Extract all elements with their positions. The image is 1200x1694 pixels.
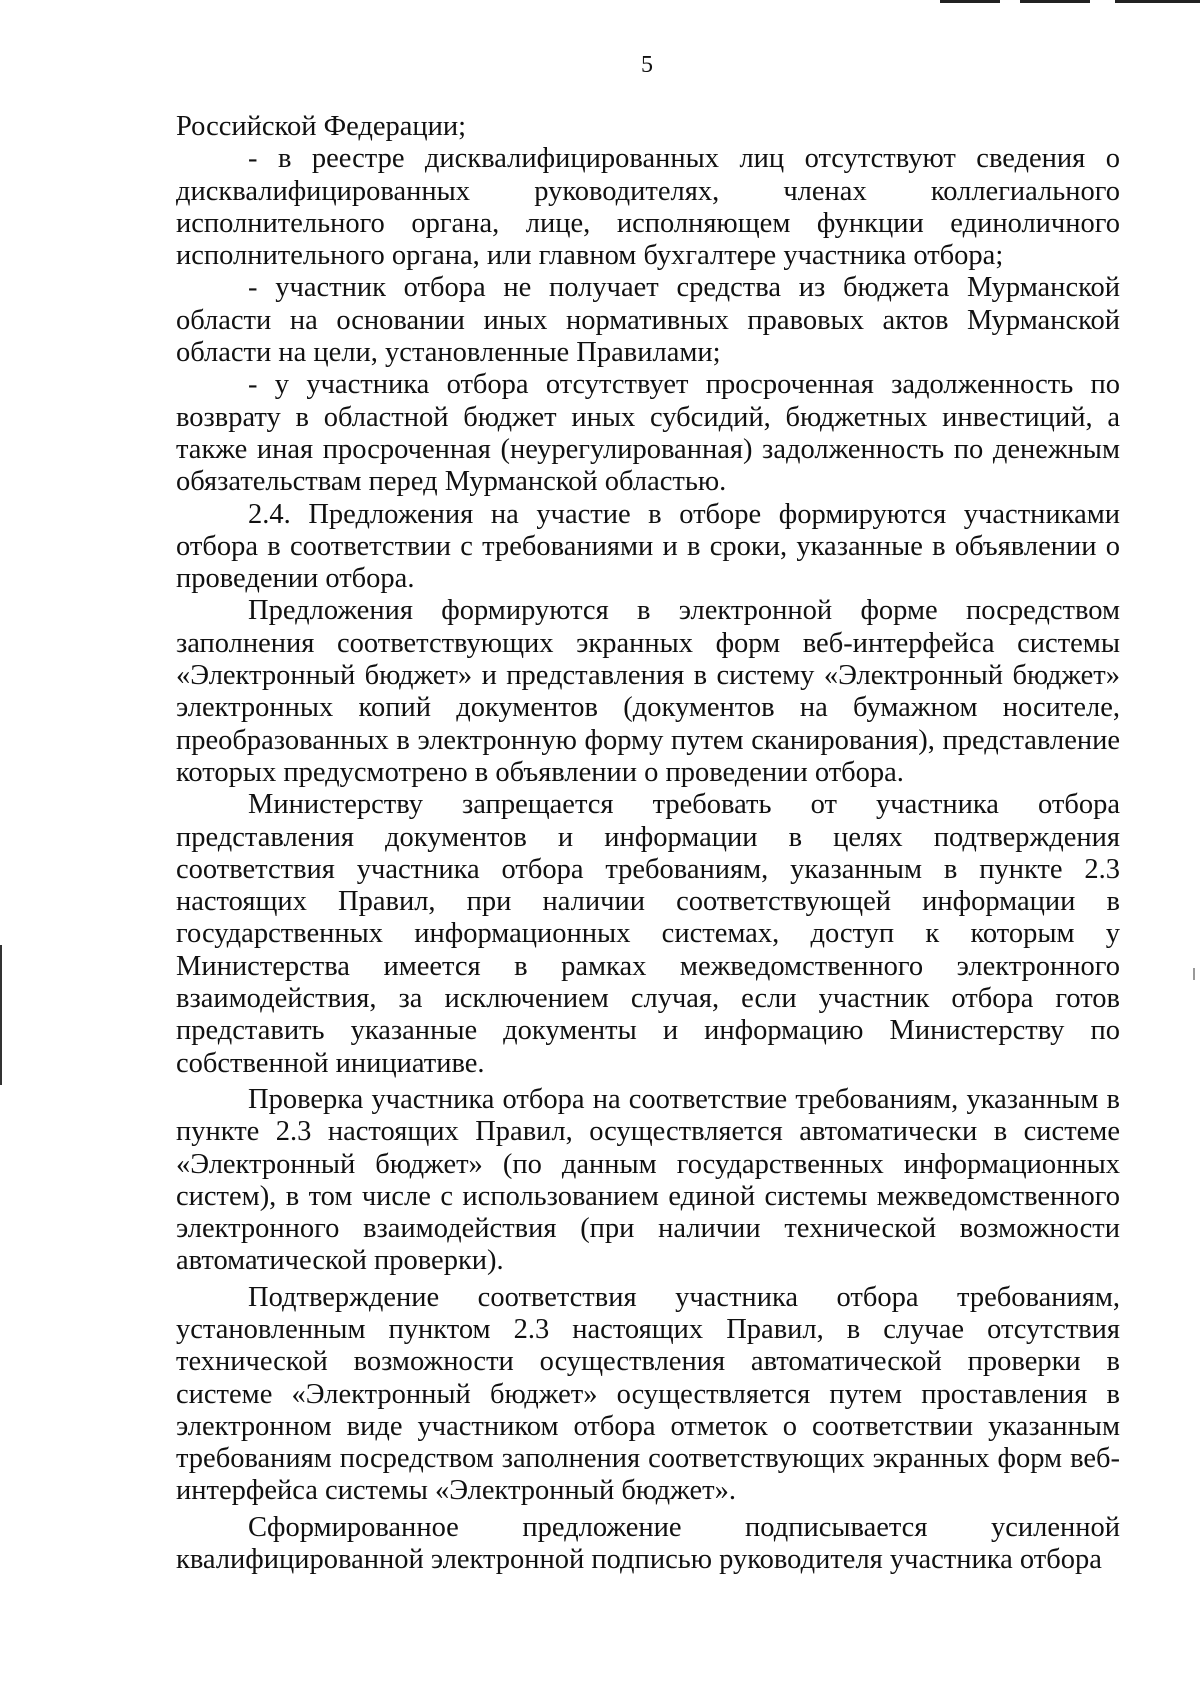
paragraph: - у участника отбора отсутствует просроченная задолженность по возврату в областной бюджет иных субсидий, бюджетных инвестиций, а также иная просроченная (неурегулированная) задолженность по денежным обязательствам перед Мурманской областью. xyxy=(176,369,1120,498)
scan-artifact-left xyxy=(0,945,2,1085)
paragraph: Проверка участника отбора на соответствие требованиям, указанным в пункте 2.3 настоящих Правил, осуществляется автоматически в системе «Электронный бюджет» (по данным государственных информационных систем), в том числе с использованием единой системы межведомственного электронного взаимодействия (при наличии технической возможности автоматической проверки). xyxy=(176,1083,1120,1277)
paragraph: Российской Федерации; xyxy=(176,111,467,142)
scan-artifact-top xyxy=(940,0,1200,4)
page-number: 5 xyxy=(641,52,653,78)
scan-artifact-right xyxy=(1193,968,1195,980)
document-body xyxy=(176,111,1120,1576)
paragraph: Министерству запрещается требовать от участника отбора представления документов и информации в целях подтверждения соответствия участника отбора требованиям, указанным в пункте 2.3 настоящих Правил, при наличии соответствующей информации в государственных информационных системах, доступ к которым у Министерства имеется в рамках межведомственного электронного взаимодействия, за исключением случая, если участник отбора готов представить указанные документы и информацию Министерству по собственной инициативе. xyxy=(176,789,1120,1079)
paragraph: Подтверждение соответствия участника отбора требованиям, установленным пунктом 2.3 настоящих Правил, в случае отсутствия технической возможности осуществления автоматической проверки в системе «Электронный бюджет» осуществляется путем проставления в электронном виде участником отбора отметок о соответствии указанным требованиям посредством заполнения соответствующих экранных форм веб-интерфейса системы «Электронный бюджет». xyxy=(176,1281,1120,1507)
paragraph: Предложения формируются в электронной форме посредством заполнения соответствующих экранных форм веб-интерфейса системы «Электронный бюджет» и представления в систему «Электронный бюджет» электронных копий документов (документов на бумажном носителе, преобразованных в электронную форму путем сканирования), представление которых предусмотрено в объявлении о проведении отбора. xyxy=(176,595,1120,788)
paragraph: Сформированное предложение подписывается усиленной квалифицированной электронной подписью руководителя участника отбора xyxy=(176,1511,1120,1576)
paragraph: - участник отбора не получает средства из бюджета Мурманской области на основании иных нормативных правовых актов Мурманской области на цели, установленные Правилами; xyxy=(176,272,1120,369)
paragraph: - в реестре дисквалифицированных лиц отсутствуют сведения о дисквалифицированных руководителях, членах коллегиального исполнительного органа, лице, исполняющем функции единоличного исполнительного органа, или главном бухгалтере участника отбора; xyxy=(176,143,1120,272)
paragraph: 2.4. Предложения на участие в отборе формируются участниками отбора в соответствии с требованиями и в сроки, указанные в объявлении о проведении отбора. xyxy=(176,498,1120,595)
